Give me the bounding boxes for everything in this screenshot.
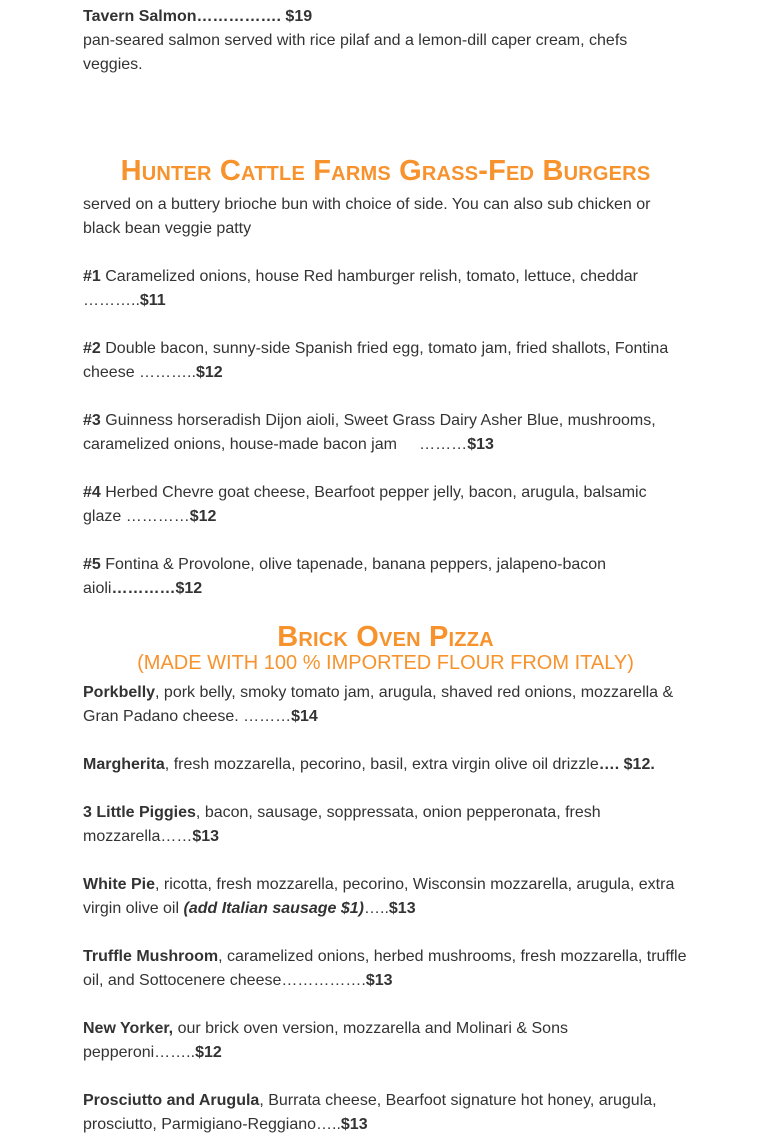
burger-item-3: [83, 409, 688, 457]
pizza-addon: (add Italian sausage $1): [183, 900, 364, 917]
pizza-description: , Burrata cheese, Bearfoot signature hot honey, arugula, prosciutto, Parmigiano-Reggiano…..: [83, 1092, 657, 1133]
item-name: Tavern Salmon: [83, 8, 197, 25]
burger-number: #2: [83, 340, 101, 357]
pizza-name: Porkbelly: [83, 684, 156, 701]
burger-item-1: [83, 265, 688, 313]
burgers-intro: served on a buttery brioche bun with choice of side. You can also sub chicken or black bean veggie patty: [83, 196, 651, 237]
pizza-description: our brick oven version, mozzarella and Molinari & Sons pepperoni……..: [83, 1020, 568, 1061]
burger-item-4: [83, 481, 688, 529]
pizza-item-white-pie: [83, 873, 688, 921]
burger-price: $12: [175, 580, 203, 597]
burger-price: $12: [189, 508, 217, 525]
pizza-item-porkbelly: [83, 681, 688, 729]
pizza-name: White Pie: [83, 876, 156, 893]
item-description: pan-seared salmon served with rice pilaf and a lemon-dill caper cream, chefs veggies.: [83, 32, 628, 73]
pizza-price: $13: [192, 828, 220, 845]
pizza-description: , caramelized onions, herbed mushrooms, fresh mozzarella, truffle oil, and Sottocenere cheese…………….: [83, 948, 687, 989]
section-title-burgers: Hunter Cattle Farms Grass-Fed Burgers: [120, 155, 651, 187]
burger-description: Caramelized onions, house Red hamburger relish, tomato, lettuce, cheddar ………..: [83, 268, 638, 309]
pizza-price: $13: [388, 900, 416, 917]
pizza-item-3-little-piggies: [83, 801, 688, 849]
burger-number: #1: [83, 268, 101, 285]
item-dots: …………….: [196, 8, 281, 25]
pizza-name: 3 Little Piggies: [83, 804, 196, 821]
pizza-price: $13: [365, 972, 393, 989]
pizza-name: Truffle Mushroom: [83, 948, 219, 965]
burger-price: $12: [195, 364, 223, 381]
pizza-description: , ricotta, fresh mozzarella, pecorino, Wisconsin mozzarella, arugula, extra virgin olive oil: [83, 876, 675, 917]
pizza-name: New Yorker,: [83, 1020, 174, 1037]
burger-item-5: [83, 553, 688, 601]
burger-number: #4: [83, 484, 101, 501]
burger-description: Fontina & Provolone, olive tapenade, banana peppers, jalapeno-bacon aioli: [83, 556, 607, 597]
menu-page: [83, 5, 688, 1137]
section-title-pizza: Brick Oven Pizza: [277, 621, 494, 653]
pizza-item-prosciutto-arugula: [83, 1089, 688, 1137]
pizza-price: $14: [291, 708, 318, 725]
pizza-price: …. $12.: [598, 756, 655, 773]
item-price: $19: [280, 8, 313, 25]
pizza-description: , fresh mozzarella, pecorino, basil, extra virgin olive oil drizzle: [164, 756, 599, 773]
burger-item-2: [83, 337, 688, 385]
burger-description: Double bacon, sunny-side Spanish fried egg, tomato jam, fried shallots, Fontina cheese ………..: [83, 340, 669, 381]
burger-description: Guinness horseradish Dijon aioli, Sweet Grass Dairy Asher Blue, mushrooms, caramelized onions, house-made bacon jam ………: [83, 412, 661, 453]
pizza-item-new-yorker: [83, 1017, 688, 1065]
burger-dots: …………: [111, 580, 176, 597]
section-subtitle-pizza: (MADE WITH 100 % IMPORTED FLOUR FROM ITALY): [137, 652, 634, 674]
pizza-price: $13: [340, 1116, 368, 1133]
pizza-description: , bacon, sausage, soppressata, onion pepperonata, fresh mozzarella……: [83, 804, 601, 845]
pizza-item-truffle-mushroom: [83, 945, 688, 993]
pizza-name: Prosciutto and Arugula: [83, 1092, 260, 1109]
pizza-description: , pork belly, smoky tomato jam, arugula, shaved red onions, mozzarella & Gran Padano cheese. ………: [83, 684, 674, 725]
pizza-dots: …..: [364, 900, 389, 917]
menu-item-tavern-salmon: [83, 5, 688, 77]
burger-price: $13: [467, 436, 494, 453]
pizza-name: Margherita: [83, 756, 165, 773]
burger-number: #3: [83, 412, 101, 429]
burger-number: #5: [83, 556, 101, 573]
burger-price: $11: [139, 292, 166, 309]
burger-description: Herbed Chevre goat cheese, Bearfoot pepper jelly, bacon, arugula, balsamic glaze …………: [83, 484, 647, 525]
pizza-price: $12: [195, 1044, 222, 1061]
pizza-item-margherita: [83, 753, 688, 777]
